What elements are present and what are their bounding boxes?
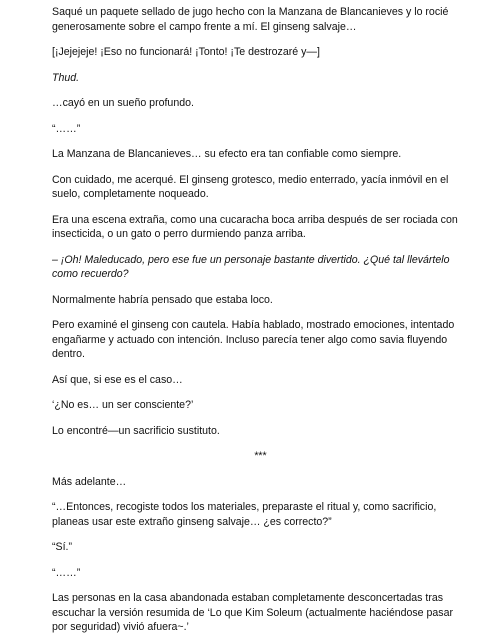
- paragraph-3: Thud.: [52, 71, 80, 84]
- paragraph-7: Con cuidado, me acerqué. El ginseng grotesco, medio enterrado, yacía inmóvil en el suelo, completamente noqueado.: [52, 173, 449, 200]
- paragraph-19: Las personas en la casa abandonada estaban completamente desconcertadas tras escuchar la versión resumida de ‘Lo que Kim Soleum (actualmente haciéndose pasar por seguridad) vivió afuera~.’: [52, 592, 454, 633]
- paragraph-15: Más adelante…: [52, 475, 127, 488]
- paragraph-12: Así que, si ese es el caso…: [52, 373, 183, 386]
- paragraph-6: La Manzana de Blancanieves… su efecto era tan confiable como siempre.: [52, 148, 402, 160]
- paragraph-11: Pero examiné el ginseng con cautela. Había hablado, mostrado emociones, intentado engañarme y actuado con intención. Incluso parecía tener algo como savia fluyendo dentro.: [52, 319, 455, 360]
- paragraph-8: Era una escena extraña, como una cucaracha boca arriba después de ser rociada con insecticida, o un gato o perro durmiendo panza arriba.: [52, 213, 458, 240]
- paragraph-1: Saqué un paquete sellado de jugo hecho con la Manzana de Blancanieves y lo rocié generosamente sobre el campo frente a mí. El ginseng salvaje…: [52, 6, 449, 33]
- paragraph-13: ‘¿No es… un ser consciente?’: [52, 399, 194, 411]
- paragraph-18: “……”: [52, 566, 81, 579]
- paragraph-17: “Sí.”: [52, 541, 73, 553]
- paragraph-10: Normalmente habría pensado que estaba loco.: [52, 293, 273, 306]
- paragraph-9: – ¡Oh! Maleducado, pero ese fue un personaje bastante divertido. ¿Qué tal llevártelo como recuerdo?: [52, 253, 450, 280]
- section-separator: ***: [254, 450, 267, 462]
- paragraph-16: “…Entonces, recogiste todos los materiales, preparaste el ritual y, como sacrificio, planeas usar este extraño ginseng salvaje… ¿es correcto?”: [52, 501, 437, 528]
- paragraph-5: “……”: [52, 122, 81, 135]
- paragraph-4: …cayó en un sueño profundo.: [52, 97, 194, 109]
- paragraph-14: Lo encontré—un sacrificio sustituto.: [52, 424, 220, 437]
- paragraph-2: [¡Jejejeje! ¡Eso no funcionará! ¡Tonto! ¡Te destrozaré y—]: [52, 46, 320, 58]
